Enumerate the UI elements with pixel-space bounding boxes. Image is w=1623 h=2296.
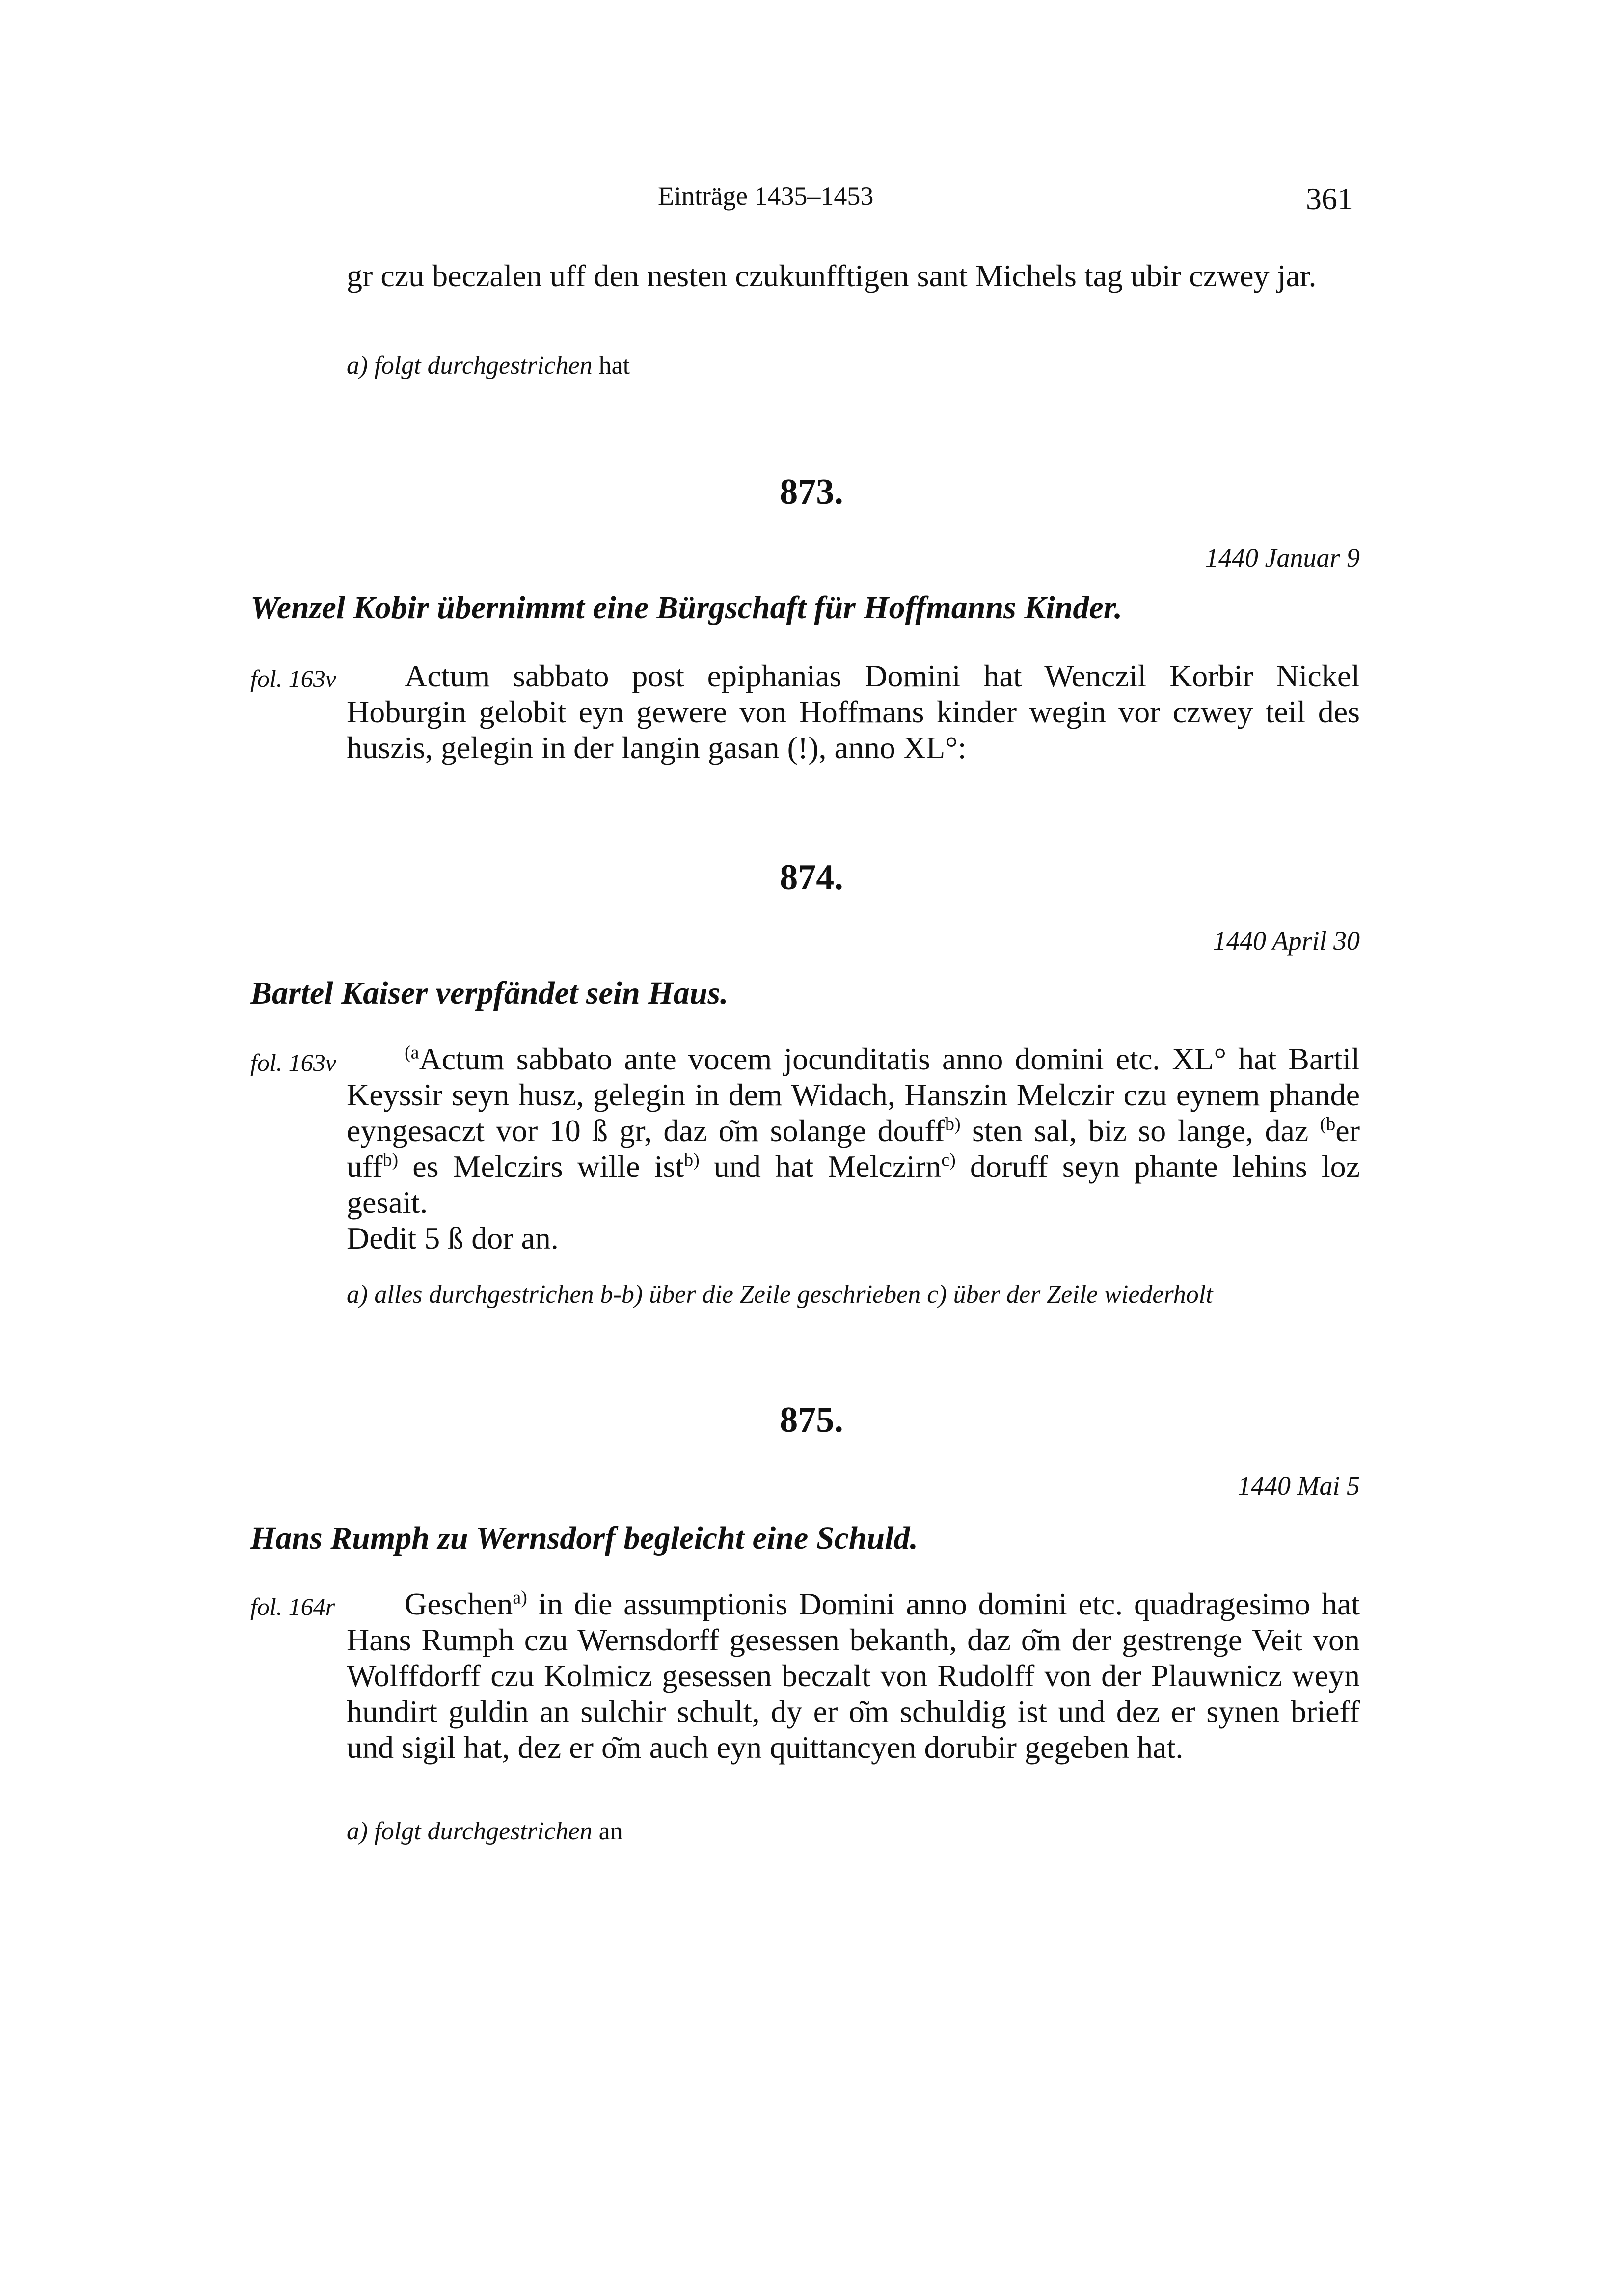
- entry-footnote: a) folgt durchgestrichen an: [347, 1817, 623, 1845]
- entry-number: 875.: [780, 1400, 843, 1440]
- folio-reference: fol. 164r: [250, 1593, 335, 1620]
- footnote-marker: (a: [405, 1042, 419, 1063]
- footnote-marker: a): [513, 1587, 527, 1608]
- entry-text: $^{(a}$Actum sabbato ante vocem jocunditatis anno domini etc. XL° hat Bartil Keyssir seyn husz, gelegin in dem Widach, Hanszin Melczir czu eynem phande eyngesaczt vor 10 ß gr, daz o͂m solange douff$^{b)}$ sten sal, biz so lange, daz $^{(b}$er uff$^{b)}$ es Melczirs wille ist$^{b)}$ und hat Melczirn$^{c)}$ doruff seyn phante lehins loz gesait.: [347, 1041, 1360, 1220]
- entry-title: Wenzel Kobir übernimmt eine Bürgschaft für Hoffmanns Kinder.: [250, 590, 1123, 626]
- continuation-footnote: [347, 351, 630, 380]
- entry-date: 1440 Mai 5: [1238, 1471, 1360, 1501]
- continuation-paragraph: gr czu beczalen uff den nesten czukunfftigen sant Michels tag ubir czwey jar.: [347, 258, 1317, 293]
- running-title: Einträge 1435–1453: [658, 181, 874, 211]
- footnote-marker: c): [941, 1149, 956, 1171]
- footnote-marker: b): [945, 1114, 961, 1135]
- entry-date: 1440 Januar 9: [1205, 543, 1360, 573]
- footnote-marker: b): [382, 1149, 399, 1171]
- folio-reference: fol. 163v: [250, 1049, 336, 1076]
- entry-title: Hans Rumph zu Wernsdorf begleicht eine Schuld.: [250, 1520, 918, 1556]
- footnote-marker: (b: [1320, 1114, 1336, 1135]
- entry-text: Geschen$^{a)}$ in die assumptionis Domini anno domini etc. quadragesimo hat Hans Rumph czu Wernsdorff gesessen bekanth, daz o͂m der gestrenge Veit von Wolffdorff czu Kolmicz gesessen beczalt von Rudolff von der Plauwnicz weyn hundirt guldin an sulchir schult, dy er o͂m schuldig ist und dez er synen brieff und sigil hat, dez er o͂m auch eyn quittancyen dorubir gegeben hat.: [347, 1586, 1360, 1765]
- entry-title: Bartel Kaiser verpfändet sein Haus.: [250, 975, 729, 1011]
- entry-number: 874.: [780, 857, 843, 898]
- footnote-marker: b): [684, 1149, 700, 1171]
- entry-footnote: a) alles durchgestrichen b-b) über die Zeile geschrieben c) über der Zeile wiederholt: [347, 1281, 1213, 1309]
- entry-text-dedit: Dedit 5 ß dor an.: [347, 1221, 559, 1256]
- entry-number: 873.: [780, 472, 843, 512]
- folio-reference: fol. 163v: [250, 665, 336, 692]
- page-number: 361: [1306, 181, 1353, 216]
- footnote-italic: a) folgt durchgestrichen: [347, 352, 593, 380]
- entry-text: Actum sabbato post epiphanias Domini hat Wenczil Korbir Nickel Hoburgin gelobit eyn gewere von Hoffmans kinder wegin vor czwey teil des huszis, gelegin in der langin gasan (!), anno XL°:: [347, 658, 1360, 765]
- entry-date: 1440 April 30: [1213, 926, 1360, 956]
- footnote-plain: hat: [592, 352, 630, 380]
